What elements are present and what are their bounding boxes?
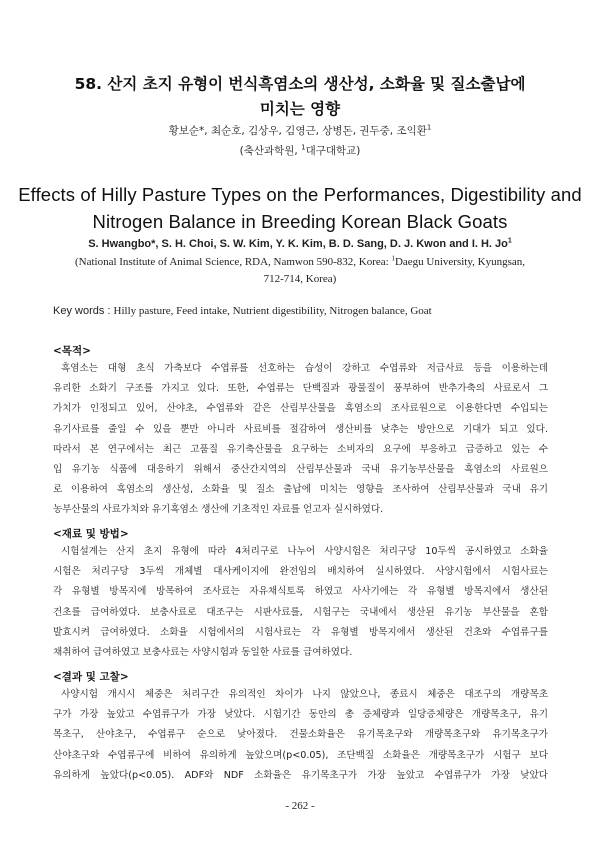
objective-line: 따라서 본 연구에서는 최근 고품질 유기축산물을 요구하는 소비자의 요구에 부응하고 급증하고 있는 수 (53, 443, 548, 455)
methods-line: 각 유형별 방목지에 방목하여 조사료는 자유채식토록 하였고 사사기에는 각 유형별 방목지에서 생산된 (53, 586, 548, 598)
english-affiliation-line-1 (55, 256, 545, 268)
results-line: 목초구, 산야초구, 수엽류구 순으로 낮아졌다. 건물소화율은 유기목초구와 개량목초구와 유기목초구가 (53, 729, 548, 741)
keywords-label: Key words : (53, 305, 114, 317)
objective-line: 입 유기농 식품에 대응하기 위해서 중산간지역의 산림부산물과 국내 유기농부산물을 흑염소의 사료원으 (53, 463, 548, 475)
objective-line: 로 이용하여 흑염소의 생산성, 소화율 및 질소 출납에 미치는 영향을 조사하여 산림부산물과 국내 유기 (53, 484, 548, 496)
english-title-line-1: Effects of Hilly Pasture Types on the Performances, Digestibility and (18, 184, 582, 205)
results-line: 유의하게 높았다(p<0.05). ADF와 NDF 소화율은 유기목초구가 가장 높았고 수엽류구가 가장 낮았다 (53, 769, 548, 781)
objective-line: 가치가 인정되고 있어, 산야초, 수엽류와 같은 산림부산물을 흑염소의 조사료원으로 이용한다면 수입되는 (53, 403, 548, 415)
objective-line: 농부산물의 사료가치와 유기흑염소 생산에 기초적인 자료를 얻고자 실시하였다. (53, 504, 384, 516)
results-paragraph (53, 685, 548, 786)
korean-affiliation (0, 143, 600, 158)
korean-affiliation-sup: 1 (301, 143, 306, 152)
english-author-sup: 1 (507, 237, 512, 245)
methods-line: 건초를 급여하였다. 보충사료로 대조구는 시판사료를, 시험구는 국내에서 생산된 유기농 부산물을 혼합 (53, 606, 548, 618)
methods-line: 채취하여 급여하였고 보충사료는 사양시험과 동일한 사료를 급여하였다. (53, 646, 353, 658)
english-affiliation-part-1: (National Institute of Animal Science, RDA, Namwon 590-832, Korea: (74, 256, 392, 268)
page-number: - 262 - (285, 800, 315, 812)
korean-affiliation-part-1: (축산과학원, (239, 145, 302, 157)
objective-line: 유기사료를 줄일 수 있을 뿐만 아니라 사료비를 절감하여 생산비를 낮추는 방안으로 기대가 되고 있다. (53, 423, 548, 435)
methods-paragraph (53, 542, 548, 663)
keywords-text: Hilly pasture, Feed intake, Nutrient digestibility, Nitrogen balance, Goat (113, 305, 432, 317)
english-affiliation-sup: 1 (391, 254, 395, 263)
korean-affiliation-part-2: 대구대학교) (305, 145, 361, 157)
methods-line: 발효시켜 급여하였다. 소화율 시험에서의 시험사료는 각 유형별 방목지에서 생산된 건초와 수엽류구를 (53, 626, 548, 638)
methods-heading: <재료 및 방법> (53, 528, 129, 540)
methods-line: 시험설계는 산지 초지 유형에 따라 4처리구로 나누어 사양시험은 처리구당 10두씩 공시하였고 소화율 (61, 546, 548, 557)
results-heading: <결과 및 고찰> (53, 671, 129, 683)
objective-line: 유리한 소화기 구조를 가지고 있다. 또한, 수엽류는 단백질과 광물질이 풍부하여 반추가축의 사료로서 그 (53, 383, 548, 395)
korean-author-sup: 1 (426, 123, 432, 132)
keywords (53, 305, 553, 317)
korean-title-line-1: 58. 산지 초지 유형이 번식흑염소의 생산성, 소화율 및 질소출납에 (74, 75, 526, 93)
objective-paragraph (53, 359, 548, 521)
results-line: 구가 가장 높았고 수엽류구가 가장 낮았다. 시험기간 동안의 총 증체량과 일당증체량은 개량목초구, 유기 (53, 709, 548, 721)
english-author-names: S. Hwangbo*, S. H. Choi, S. W. Kim, Y. K. Kim, B. D. Sang, D. J. Kwon and I. H. Jo (88, 238, 508, 250)
results-line: 사양시험 개시시 체중은 처리구간 유의적인 차이가 나지 않았으나, 종료시 체중은 대조구의 개량목초 (61, 689, 548, 700)
english-affiliation-line-2: 712-714, Korea) (263, 273, 337, 285)
korean-author-names: 황보순*, 최순호, 김상우, 김영근, 상병돈, 권두중, 조익환 (168, 125, 427, 137)
objective-heading: <목적> (53, 345, 91, 357)
english-affiliation-part-2: Daegu University, Kyungsan, (394, 256, 526, 268)
english-title-line-2: Nitrogen Balance in Breeding Korean Black Goats (92, 211, 508, 232)
english-authors (0, 238, 600, 250)
korean-title-line-2: 미치는 영향 (259, 100, 341, 118)
korean-authors (0, 123, 600, 138)
results-line: 산야초구와 수엽류구에 비하여 유의하게 높았으며(p<0.05), 조단백질 소화율은 개량목초구가 시험구 보다 (53, 749, 548, 761)
objective-line: 흑염소는 대형 초식 가축보다 수엽류를 선호하는 습성이 강하고 수엽류와 저급사료 등을 이용하는데 (61, 363, 548, 374)
methods-line: 시험은 처리구당 3두씩 개체별 대사케이지에 완전임의 배치하여 실시하였다. 사양시험에서 시험사료는 (53, 566, 548, 578)
